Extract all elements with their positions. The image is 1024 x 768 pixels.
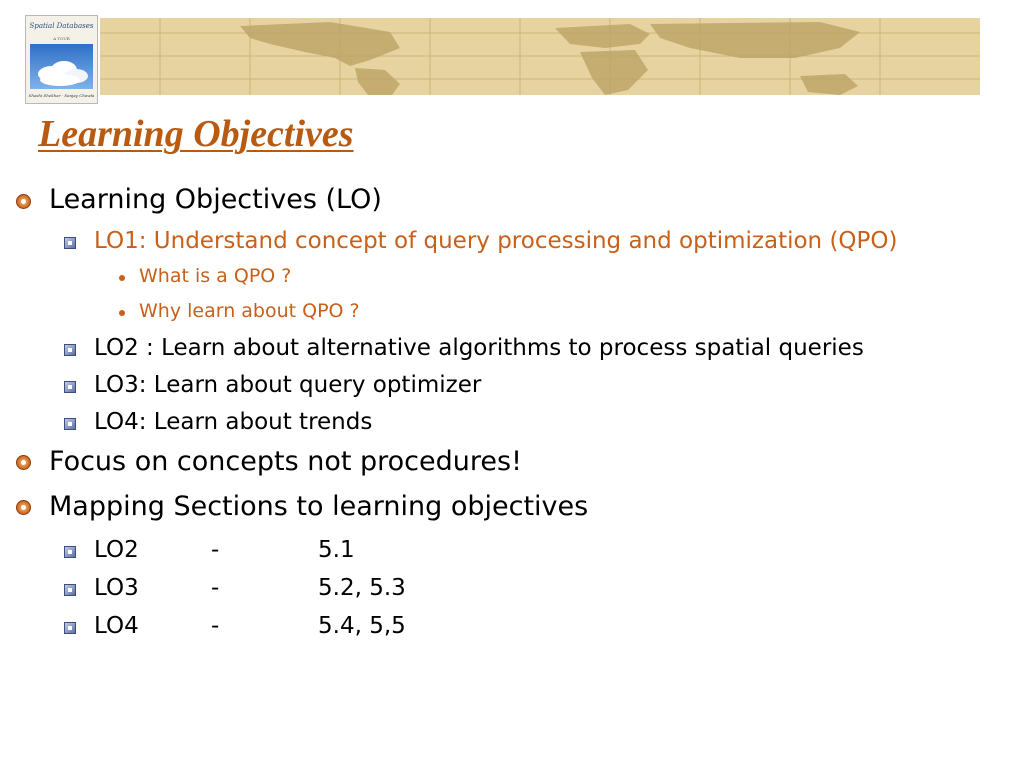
bullet-icon [16,455,31,470]
clouds-illustration [30,44,93,89]
mapping-sections: 5.1 [318,537,355,563]
book-cover-image [25,15,98,104]
bullet-lo4: LO4: Learn about trends [94,409,373,435]
book-title: Spatial Databases [29,22,94,30]
bullet-focus-on-concepts: Focus on concepts not procedures! [49,446,522,477]
bullet-icon [64,344,76,356]
world-map-banner [100,18,980,95]
bullet-icon [64,584,76,596]
mapping-lo: LO2 [94,537,139,563]
bullet-icon [64,622,76,634]
bullet-icon [16,194,31,209]
bullet-why-learn-qpo: Why learn about QPO ? [139,300,360,322]
mapping-row [94,575,406,601]
bullet-lo3: LO3: Learn about query optimizer [94,372,482,398]
mapping-separator: - [211,537,220,563]
bullet-mapping-sections: Mapping Sections to learning objectives [49,491,589,522]
bullet-lo1: LO1: Understand concept of query processing and optimization (QPO) [94,228,898,254]
bullet-icon [64,381,76,393]
bullet-what-is-qpo: What is a QPO ? [139,265,292,287]
bullet-dot-icon [119,275,125,281]
mapping-row [94,613,406,639]
mapping-separator: - [211,613,220,639]
mapping-separator: - [211,575,220,601]
book-sky-image [30,44,93,89]
mapping-lo: LO4 [94,613,139,639]
bullet-icon [64,237,76,249]
slide-title: Learning Objectives [38,113,354,155]
book-subtitle: A TOUR [53,36,70,41]
bullet-lo2: LO2 : Learn about alternative algorithms to process spatial queries [94,335,864,361]
mapping-lo: LO3 [94,575,139,601]
book-authors: Shashi Shekhar · Sanjay Chawla [28,93,95,98]
bullet-icon [64,546,76,558]
bullet-icon [64,418,76,430]
mapping-row [94,537,355,563]
mapping-sections: 5.2, 5.3 [318,575,406,601]
bullet-icon [16,500,31,515]
world-map-illustration [100,18,980,95]
mapping-sections: 5.4, 5,5 [318,613,406,639]
bullet-learning-objectives: Learning Objectives (LO) [49,184,382,215]
bullet-dot-icon [119,310,125,316]
